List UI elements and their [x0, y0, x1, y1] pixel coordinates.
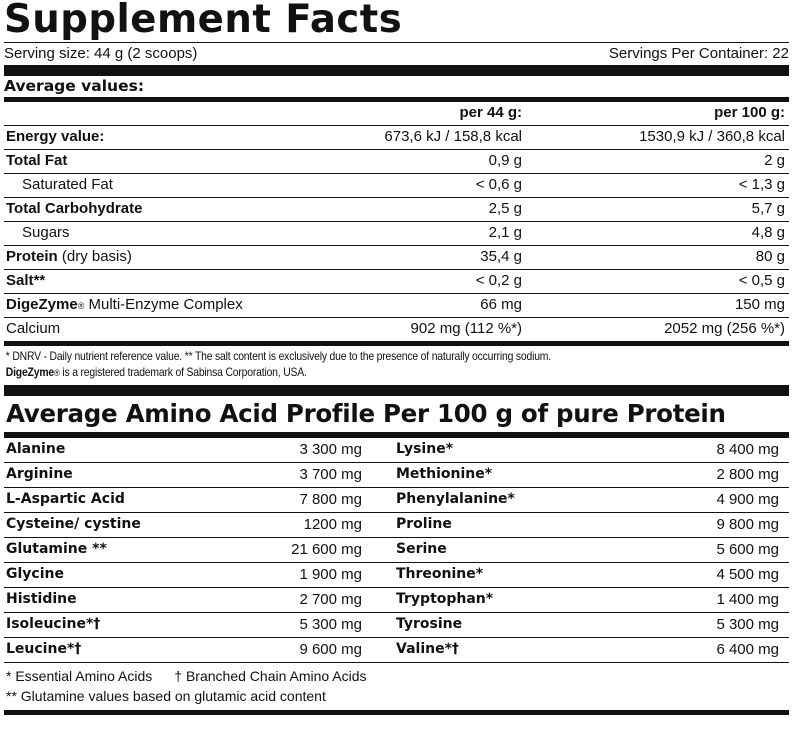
amino-row	[396, 462, 789, 487]
nutrient-name: Total Carbohydrate	[6, 200, 143, 217]
nutrient-per-100g: 1530,9 kJ / 360,8 kcal	[639, 128, 785, 145]
nutrient-row	[4, 269, 789, 293]
amino-name: L-Aspartic Acid	[6, 491, 125, 507]
footnote-dnrv: * DNRV - Daily nutrient reference value. ** The salt content is exclusively due to the presence of naturally occurring sodium.	[5, 349, 552, 363]
amino-name: Lysine*	[396, 441, 454, 457]
amino-row	[396, 587, 789, 612]
amino-row	[4, 462, 396, 487]
divider-thick	[4, 65, 789, 76]
nutrient-row	[4, 125, 789, 149]
amino-row	[396, 487, 789, 512]
amino-column-left	[4, 437, 396, 662]
nutrient-per-100g: 2 g	[764, 152, 785, 169]
amino-value: 3 700 mg	[299, 466, 362, 483]
amino-value: 5 600 mg	[716, 541, 779, 558]
amino-value: 9 600 mg	[299, 641, 362, 658]
nutrient-row	[4, 173, 789, 197]
amino-value: 6 400 mg	[716, 641, 779, 658]
amino-name: Valine*†	[396, 641, 459, 657]
amino-row	[4, 587, 396, 612]
nutrient-per-100g: 80 g	[755, 248, 785, 265]
amino-row	[396, 637, 789, 662]
nutrient-per-100g: 150 mg	[734, 296, 785, 313]
amino-name: Methionine*	[396, 466, 493, 482]
amino-row	[396, 512, 789, 537]
nutrient-name: Salt**	[6, 272, 46, 289]
amino-footnotes	[4, 663, 789, 706]
nutrient-table	[4, 125, 789, 341]
nutrient-per-44g: 0,9 g	[488, 152, 522, 169]
nutrient-name: Calcium	[6, 320, 61, 337]
nutrient-per-100g: < 1,3 g	[738, 176, 785, 193]
amino-value: 1 900 mg	[299, 566, 362, 583]
amino-name: Leucine*†	[6, 641, 82, 657]
amino-acid-table	[4, 437, 789, 662]
nutrient-per-100g: < 0,5 g	[738, 272, 785, 289]
nutrient-per-44g: 2,1 g	[488, 224, 522, 241]
amino-row	[396, 437, 789, 462]
amino-row	[4, 437, 396, 462]
nutrient-row	[4, 221, 789, 245]
footnote-glutamine: ** Glutamine values based on glutamic acid content	[6, 688, 326, 704]
amino-name: Alanine	[6, 441, 66, 457]
nutrient-per-100g: 5,7 g	[751, 200, 785, 217]
nutrient-name: DigeZyme® Multi-Enzyme Complex	[6, 296, 243, 313]
nutrient-per-44g: 66 mg	[480, 296, 522, 313]
amino-value: 5 300 mg	[299, 616, 362, 633]
amino-value: 5 300 mg	[716, 616, 779, 633]
divider-thick	[4, 385, 789, 396]
amino-name: Cysteine/ cystine	[6, 516, 141, 532]
nutrient-name: Saturated Fat	[22, 176, 113, 193]
amino-name: Tyrosine	[396, 616, 463, 632]
column-header-row	[4, 102, 789, 125]
amino-row	[396, 612, 789, 637]
amino-value: 1200 mg	[303, 516, 362, 533]
column-per-100g: per 100 g:	[714, 104, 785, 121]
serving-info	[4, 42, 789, 65]
amino-profile-title: Average Amino Acid Profile Per 100 g of pure Protein	[6, 399, 726, 428]
amino-name: Serine	[396, 541, 447, 557]
column-per-44g: per 44 g:	[459, 104, 522, 121]
serving-size: Serving size: 44 g (2 scoops)	[4, 45, 198, 62]
amino-row	[4, 562, 396, 587]
nutrient-per-44g: 902 mg (112 %*)	[410, 320, 522, 337]
amino-value: 3 300 mg	[299, 441, 362, 458]
amino-value: 1 400 mg	[716, 591, 779, 608]
footnote-bcaa: † Branched Chain Amino Acids	[174, 668, 367, 684]
nutrient-row	[4, 149, 789, 173]
nutrient-per-100g: 4,8 g	[751, 224, 785, 241]
nutrient-row	[4, 293, 789, 317]
amino-name: Isoleucine*†	[6, 616, 101, 632]
amino-name: Proline	[396, 516, 452, 532]
nutrient-name: Total Fat	[6, 152, 68, 169]
amino-row	[4, 537, 396, 562]
amino-value: 2 800 mg	[716, 466, 779, 483]
nutrient-per-44g: 35,4 g	[480, 248, 522, 265]
amino-name: Glutamine **	[6, 541, 107, 557]
amino-value: 2 700 mg	[299, 591, 362, 608]
amino-name: Glycine	[6, 566, 64, 582]
divider-bottom	[4, 710, 789, 715]
nutrient-name: Sugars	[22, 224, 70, 241]
footnote-trademark: DigeZyme® is a registered trademark of Sabinsa Corporation, USA.	[5, 365, 307, 379]
amino-value: 7 800 mg	[299, 491, 362, 508]
nutrient-name: Energy value:	[6, 128, 105, 145]
footnotes	[4, 346, 695, 380]
nutrient-per-44g: < 0,2 g	[475, 272, 522, 289]
amino-value: 9 800 mg	[716, 516, 779, 533]
amino-row	[4, 487, 396, 512]
nutrient-per-44g: 673,6 kJ / 158,8 kcal	[384, 128, 522, 145]
footnote-essential: * Essential Amino Acids	[6, 668, 153, 684]
servings-per-container: Servings Per Container: 22	[608, 45, 789, 62]
amino-row	[4, 637, 396, 662]
amino-column-right	[396, 437, 789, 662]
amino-value: 4 900 mg	[716, 491, 779, 508]
supplement-facts-panel	[4, 0, 789, 715]
amino-row	[396, 562, 789, 587]
amino-name: Arginine	[6, 466, 73, 482]
amino-value: 21 600 mg	[291, 541, 362, 558]
panel-title: Supplement Facts	[4, 0, 403, 42]
amino-name: Tryptophan*	[396, 591, 494, 607]
nutrient-per-100g: 2052 mg (256 %*)	[664, 320, 785, 337]
amino-value: 8 400 mg	[716, 441, 779, 458]
amino-row	[396, 537, 789, 562]
nutrient-name: Protein (dry basis)	[6, 248, 132, 265]
amino-row	[4, 512, 396, 537]
nutrient-row	[4, 197, 789, 221]
nutrient-row	[4, 317, 789, 341]
amino-name: Threonine*	[396, 566, 484, 582]
average-values-heading: Average values:	[4, 77, 145, 95]
amino-row	[4, 612, 396, 637]
nutrient-per-44g: 2,5 g	[488, 200, 522, 217]
nutrient-per-44g: < 0,6 g	[475, 176, 522, 193]
nutrient-row	[4, 245, 789, 269]
amino-name: Histidine	[6, 591, 77, 607]
amino-name: Phenylalanine*	[396, 491, 515, 507]
amino-value: 4 500 mg	[716, 566, 779, 583]
